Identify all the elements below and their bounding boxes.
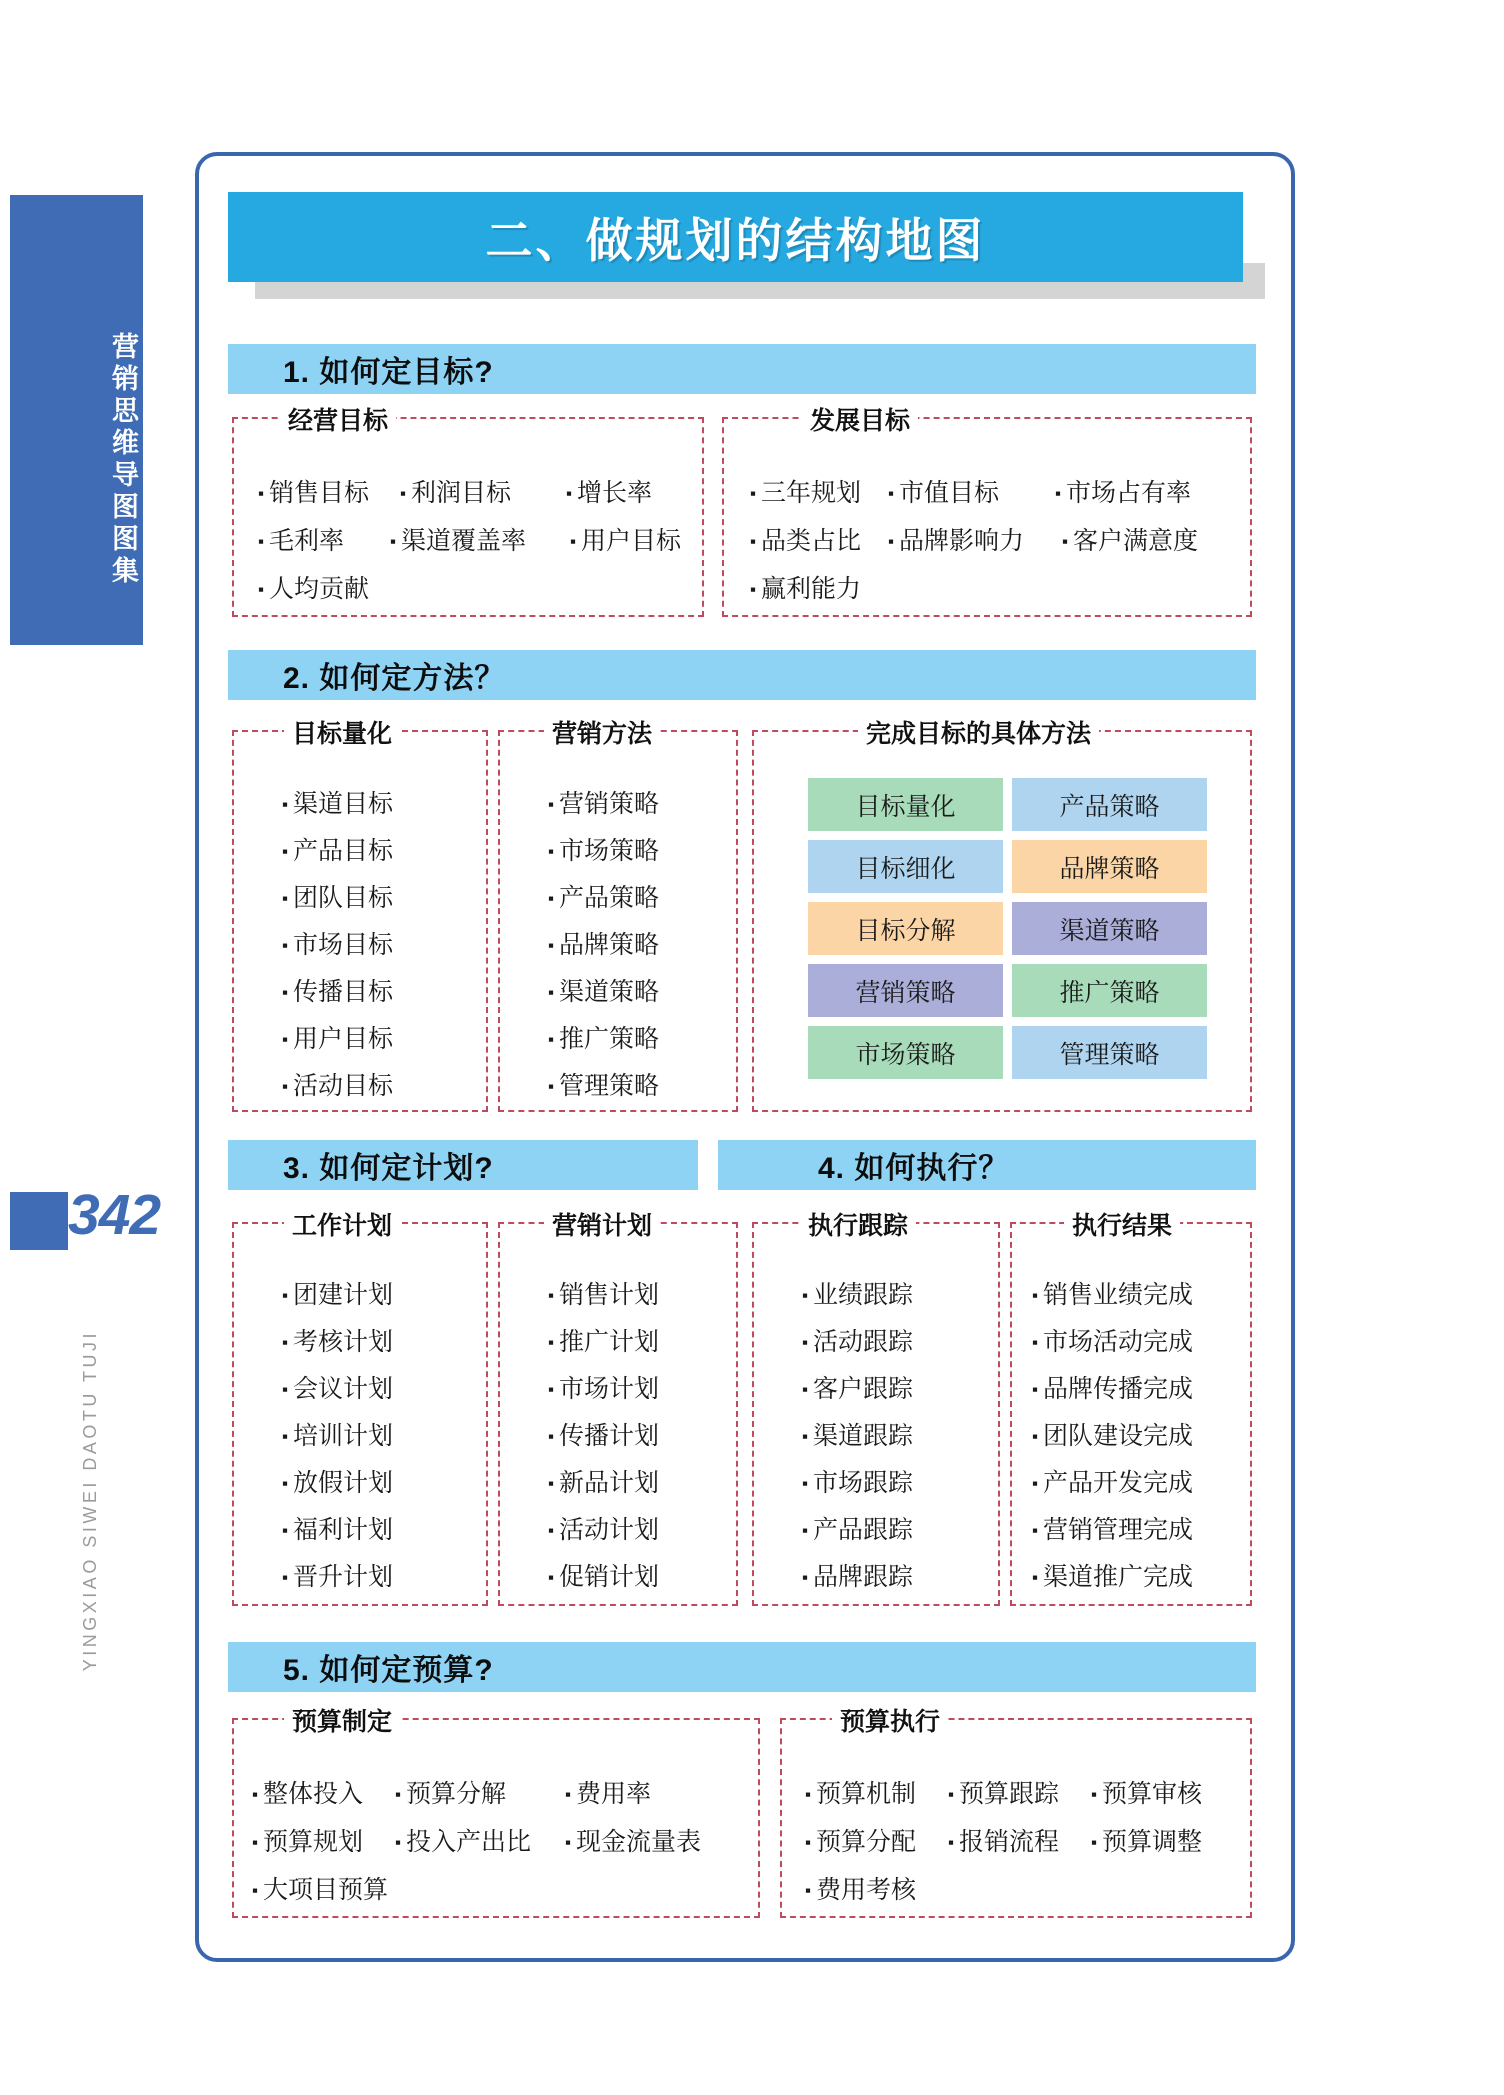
method-chip[interactable]: 管理策略 (1012, 1026, 1207, 1079)
list-item: ▪ 人均贡献 (258, 577, 369, 602)
method-chip[interactable]: 目标细化 (808, 840, 1003, 893)
list-item: ▪ 客户满意度 (1062, 529, 1198, 554)
list-item: ▪ 预算调整 (1091, 1830, 1202, 1855)
list-item: ▪ 推广策略 (548, 1027, 659, 1052)
list-item: ▪ 传播目标 (282, 980, 393, 1005)
list-item: ▪ 产品策略 (548, 886, 659, 911)
list-item: ▪ 市场计划 (548, 1377, 659, 1402)
list-item: ▪ 投入产出比 (395, 1830, 531, 1855)
list-item: ▪ 产品开发完成 (1032, 1471, 1193, 1496)
list-item: ▪ 三年规划 (750, 481, 861, 506)
list-item: ▪ 促销计划 (548, 1565, 659, 1590)
list-item: ▪ 会议计划 (282, 1377, 393, 1402)
list-item: ▪ 市场占有率 (1055, 481, 1191, 506)
list-item: ▪ 渠道覆盖率 (390, 529, 526, 554)
list-item: ▪ 传播计划 (548, 1424, 659, 1449)
list-item: ▪ 现金流量表 (565, 1830, 701, 1855)
list-item: ▪ 营销策略 (548, 792, 659, 817)
group-label: 工作计划 (284, 1206, 400, 1242)
list-item: ▪ 活动目标 (282, 1074, 393, 1099)
list-item: ▪ 销售目标 (258, 481, 369, 506)
list-item: ▪ 渠道目标 (282, 792, 393, 817)
list-item: ▪ 产品跟踪 (802, 1518, 913, 1543)
page-number: 342 (68, 1183, 161, 1247)
list-item: ▪ 预算跟踪 (948, 1782, 1059, 1807)
main-title: 二、做规划的结构地图 (228, 192, 1243, 282)
list-item: ▪ 活动计划 (548, 1518, 659, 1543)
list-item: ▪ 品牌策略 (548, 933, 659, 958)
method-chip[interactable]: 产品策略 (1012, 778, 1207, 831)
group-label: 完成目标的具体方法 (858, 714, 1099, 750)
list-item: ▪ 市场活动完成 (1032, 1330, 1193, 1355)
list-item: ▪ 放假计划 (282, 1471, 393, 1496)
list-item: ▪ 活动跟踪 (802, 1330, 913, 1355)
list-item: ▪ 晋升计划 (282, 1565, 393, 1590)
page-number-accent (10, 1192, 68, 1250)
group-label: 营销计划 (544, 1206, 660, 1242)
section-header-4: 4. 如何执行？ (718, 1140, 1256, 1190)
group-label: 营销方法 (544, 714, 660, 750)
list-item: ▪ 团建计划 (282, 1283, 393, 1308)
list-item: ▪ 市场策略 (548, 839, 659, 864)
list-item: ▪ 市值目标 (888, 481, 999, 506)
list-item: ▪ 费用考核 (805, 1878, 916, 1903)
list-item: ▪ 预算规划 (252, 1830, 363, 1855)
group-box-goal-quantification (232, 720, 488, 1112)
list-item: ▪ 新品计划 (548, 1471, 659, 1496)
method-chip[interactable]: 品牌策略 (1012, 840, 1207, 893)
group-label: 预算执行 (832, 1702, 948, 1738)
list-item: ▪ 预算分配 (805, 1830, 916, 1855)
group-label: 执行跟踪 (800, 1206, 916, 1242)
list-item: ▪ 销售计划 (548, 1283, 659, 1308)
list-item: ▪ 增长率 (566, 481, 652, 506)
group-label: 执行结果 (1064, 1206, 1180, 1242)
list-item: ▪ 团队目标 (282, 886, 393, 911)
section-header-5: 5. 如何定预算? (228, 1642, 1256, 1692)
list-item: ▪ 品牌影响力 (888, 529, 1024, 554)
method-chip[interactable]: 市场策略 (808, 1026, 1003, 1079)
method-chip[interactable]: 目标分解 (808, 902, 1003, 955)
list-item: ▪ 团队建设完成 (1032, 1424, 1193, 1449)
method-chip[interactable]: 渠道策略 (1012, 902, 1207, 955)
list-item: ▪ 业绩跟踪 (802, 1283, 913, 1308)
group-box-marketing-plan (498, 1212, 738, 1606)
list-item: ▪ 渠道推广完成 (1032, 1565, 1193, 1590)
spine-pinyin: YINGXIAO SIWEI DAOTU TUJI (80, 1330, 100, 1672)
group-label: 经营目标 (280, 401, 396, 437)
list-item: ▪ 品牌传播完成 (1032, 1377, 1193, 1402)
list-item: ▪ 渠道策略 (548, 980, 659, 1005)
group-box-execution-results (1010, 1212, 1252, 1606)
list-item: ▪ 用户目标 (570, 529, 681, 554)
list-item: ▪ 用户目标 (282, 1027, 393, 1052)
group-box-work-plan (232, 1212, 488, 1606)
section-header-1: 1. 如何定目标? (228, 344, 1256, 394)
group-box-marketing-methods (498, 720, 738, 1112)
list-item: ▪ 费用率 (565, 1782, 651, 1807)
list-item: ▪ 福利计划 (282, 1518, 393, 1543)
list-item: ▪ 营销管理完成 (1032, 1518, 1193, 1543)
list-item: ▪ 预算分解 (395, 1782, 506, 1807)
group-label: 目标量化 (284, 714, 400, 750)
list-item: ▪ 管理策略 (548, 1074, 659, 1099)
group-label: 发展目标 (802, 401, 918, 437)
list-item: ▪ 品类占比 (750, 529, 861, 554)
method-chip[interactable]: 目标量化 (808, 778, 1003, 831)
list-item: ▪ 报销流程 (948, 1830, 1059, 1855)
list-item: ▪ 毛利率 (258, 529, 344, 554)
list-item: ▪ 整体投入 (252, 1782, 363, 1807)
group-label: 预算制定 (284, 1702, 400, 1738)
list-item: ▪ 推广计划 (548, 1330, 659, 1355)
list-item: ▪ 品牌跟踪 (802, 1565, 913, 1590)
list-item: ▪ 大项目预算 (252, 1878, 388, 1903)
list-item: ▪ 利润目标 (400, 481, 511, 506)
book-series-title: 营销思维导图图集 (108, 332, 138, 588)
method-chip[interactable]: 推广策略 (1012, 964, 1207, 1017)
list-item: ▪ 预算机制 (805, 1782, 916, 1807)
list-item: ▪ 培训计划 (282, 1424, 393, 1449)
list-item: ▪ 客户跟踪 (802, 1377, 913, 1402)
group-box-execution-tracking (752, 1212, 1000, 1606)
list-item: ▪ 考核计划 (282, 1330, 393, 1355)
section-header-3: 3. 如何定计划? (228, 1140, 698, 1190)
method-chip[interactable]: 营销策略 (808, 964, 1003, 1017)
list-item: ▪ 市场目标 (282, 933, 393, 958)
section-header-2: 2. 如何定方法？ (228, 650, 1256, 700)
list-item: ▪ 销售业绩完成 (1032, 1283, 1193, 1308)
list-item: ▪ 预算审核 (1091, 1782, 1202, 1807)
list-item: ▪ 市场跟踪 (802, 1471, 913, 1496)
list-item: ▪ 产品目标 (282, 839, 393, 864)
list-item: ▪ 赢利能力 (750, 577, 861, 602)
list-item: ▪ 渠道跟踪 (802, 1424, 913, 1449)
